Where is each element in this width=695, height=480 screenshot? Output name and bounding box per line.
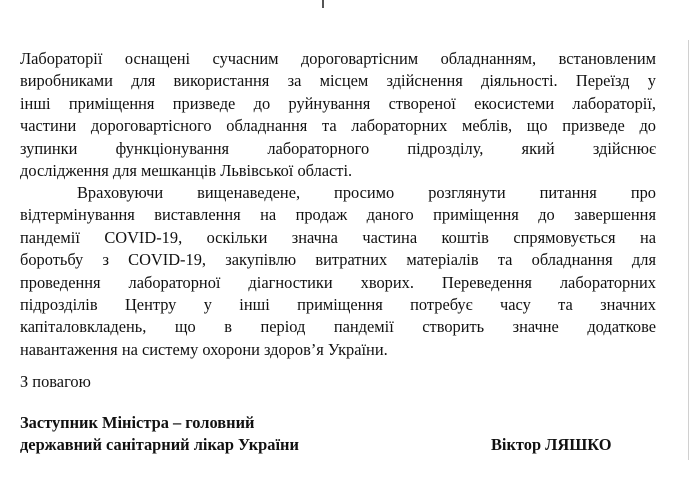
paragraph-line: Враховуючи вищенаведене, просимо розглянути питання про [77, 183, 656, 202]
signatory-title-line-1: Заступник Міністра – головний [20, 413, 255, 432]
paragraph-line: боротьбу з COVID-19, закупівлю витратних матеріалів та обладнання для [20, 250, 656, 270]
body-paragraph-2 [20, 182, 656, 361]
paragraph-line: навантаження на систему охорони здоров’я України. [20, 339, 388, 359]
signatory-name: Віктор ЛЯШКО [491, 435, 612, 454]
paragraph-line: пандемії COVID-19, оскільки значна частина коштів спрямовується на [20, 227, 656, 247]
paragraph-line: зупинки функціонування лабораторного підрозділу, який здійснює [20, 138, 656, 158]
paragraph-line: дослідження для мешканців Львівської області. [20, 161, 353, 181]
paragraph-line: відтермінування виставлення на продаж даного приміщення до завершення [20, 205, 656, 225]
paragraph-line: проведення лабораторної діагностики хворих. Переведення лабораторних [20, 272, 656, 292]
paragraph-line: виробниками для використання за місцем здійснення діяльності. Переїзд у [20, 71, 656, 91]
scan-mark [322, 0, 324, 8]
paragraph-line: підрозділів Центру у інші приміщення потребує часу та значних [20, 295, 656, 315]
paragraph-line: капіталовкладень, що в період пандемії створить значне додаткове [20, 317, 656, 337]
signatory-title-line-2: державний санітарний лікар України [20, 435, 299, 454]
paragraph-line: Лабораторії оснащені сучасним дороговартісним обладнанням, встановленим [20, 49, 656, 68]
paragraph-line: інші приміщення призведе до руйнування створеної екосистеми лабораторії, [20, 93, 656, 113]
body-paragraph-1 [20, 48, 656, 182]
scan-edge-line [688, 40, 689, 460]
closing-salutation: З повагою [20, 372, 91, 391]
paragraph-line: частини дороговартісного обладнання та лабораторних меблів, що призведе до [20, 116, 656, 136]
